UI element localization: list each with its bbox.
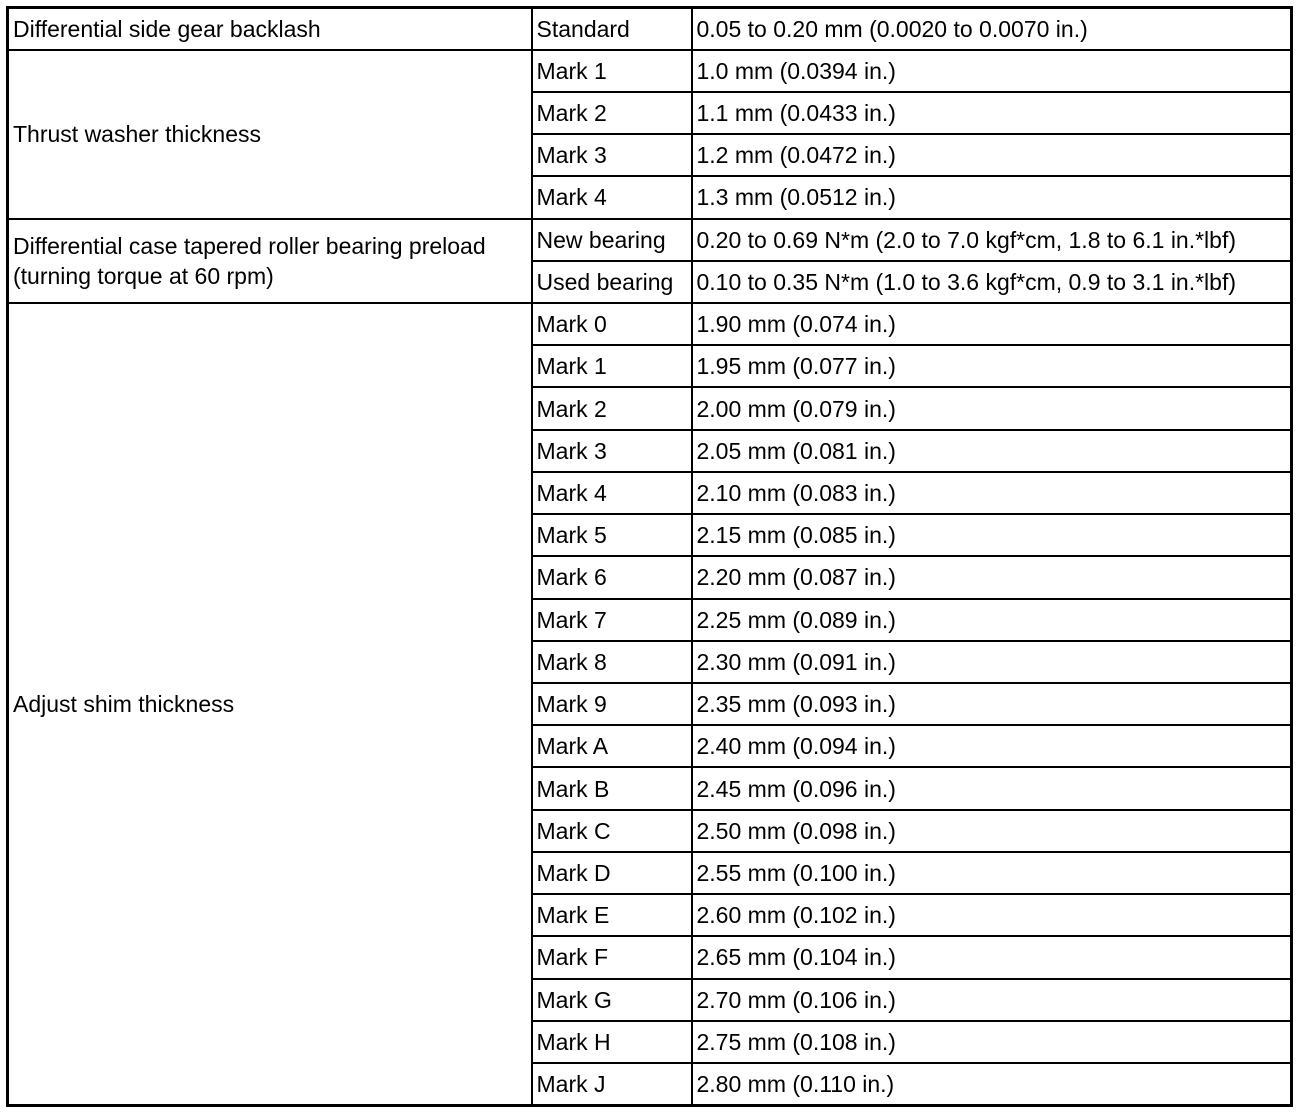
- value-cell: 0.20 to 0.69 N*m (2.0 to 7.0 kgf*cm, 1.8 to 6.1 in.*lbf): [692, 219, 1292, 261]
- value-cell: 1.90 mm (0.074 in.): [692, 303, 1292, 345]
- condition-cell: Mark 0: [532, 303, 692, 345]
- value-cell: 2.00 mm (0.079 in.): [692, 387, 1292, 429]
- value-cell: 2.10 mm (0.083 in.): [692, 472, 1292, 514]
- condition-cell: Mark 4: [532, 176, 692, 218]
- condition-cell: Mark 1: [532, 345, 692, 387]
- condition-cell: Mark E: [532, 894, 692, 936]
- item-label: Differential side gear backlash: [13, 15, 321, 42]
- value-cell: 2.20 mm (0.087 in.): [692, 556, 1292, 598]
- condition-cell: Used bearing: [532, 261, 692, 303]
- value-cell: 2.30 mm (0.091 in.): [692, 641, 1292, 683]
- value-cell: 2.05 mm (0.081 in.): [692, 430, 1292, 472]
- specification-table: [6, 6, 1293, 1107]
- condition-cell: Mark 4: [532, 472, 692, 514]
- item-cell: [8, 8, 532, 50]
- value-cell: 2.75 mm (0.108 in.): [692, 1021, 1292, 1063]
- value-cell: 0.05 to 0.20 mm (0.0020 to 0.0070 in.): [692, 8, 1292, 50]
- condition-cell: Mark 3: [532, 134, 692, 176]
- condition-cell: Mark 5: [532, 514, 692, 556]
- value-cell: 2.80 mm (0.110 in.): [692, 1063, 1292, 1106]
- table-row: [8, 303, 1292, 345]
- condition-cell: Mark D: [532, 852, 692, 894]
- value-cell: 1.1 mm (0.0433 in.): [692, 92, 1292, 134]
- value-cell: 1.3 mm (0.0512 in.): [692, 176, 1292, 218]
- table-row: [8, 50, 1292, 92]
- condition-cell: Standard: [532, 8, 692, 50]
- value-cell: 0.10 to 0.35 N*m (1.0 to 3.6 kgf*cm, 0.9 to 3.1 in.*lbf): [692, 261, 1292, 303]
- value-cell: 2.50 mm (0.098 in.): [692, 810, 1292, 852]
- value-cell: 2.40 mm (0.094 in.): [692, 725, 1292, 767]
- condition-cell: Mark J: [532, 1063, 692, 1106]
- condition-cell: New bearing: [532, 219, 692, 261]
- condition-cell: Mark 6: [532, 556, 692, 598]
- condition-cell: Mark 2: [532, 92, 692, 134]
- item-label: Differential case tapered roller bearing preload: [13, 232, 486, 259]
- condition-cell: Mark 7: [532, 599, 692, 641]
- condition-cell: Mark C: [532, 810, 692, 852]
- condition-cell: Mark 9: [532, 683, 692, 725]
- value-cell: 2.70 mm (0.106 in.): [692, 979, 1292, 1021]
- item-label: (turning torque at 60 rpm): [13, 262, 274, 289]
- condition-cell: Mark B: [532, 767, 692, 809]
- condition-cell: Mark 1: [532, 50, 692, 92]
- item-cell: [8, 303, 532, 1105]
- condition-cell: Mark 8: [532, 641, 692, 683]
- table-row: [8, 8, 1292, 50]
- value-cell: 2.15 mm (0.085 in.): [692, 514, 1292, 556]
- item-label: Thrust washer thickness: [13, 121, 261, 148]
- value-cell: 2.25 mm (0.089 in.): [692, 599, 1292, 641]
- table-row: [8, 219, 1292, 261]
- value-cell: 2.45 mm (0.096 in.): [692, 767, 1292, 809]
- condition-cell: Mark 2: [532, 387, 692, 429]
- specification-table-body: [8, 8, 1292, 1106]
- condition-cell: Mark H: [532, 1021, 692, 1063]
- value-cell: 2.55 mm (0.100 in.): [692, 852, 1292, 894]
- value-cell: 1.0 mm (0.0394 in.): [692, 50, 1292, 92]
- value-cell: 2.65 mm (0.104 in.): [692, 936, 1292, 978]
- value-cell: 1.95 mm (0.077 in.): [692, 345, 1292, 387]
- item-cell: [8, 219, 532, 303]
- item-cell: [8, 50, 532, 219]
- condition-cell: Mark G: [532, 979, 692, 1021]
- value-cell: 2.60 mm (0.102 in.): [692, 894, 1292, 936]
- condition-cell: Mark A: [532, 725, 692, 767]
- value-cell: 2.35 mm (0.093 in.): [692, 683, 1292, 725]
- item-label: Adjust shim thickness: [13, 691, 235, 718]
- condition-cell: Mark 3: [532, 430, 692, 472]
- value-cell: 1.2 mm (0.0472 in.): [692, 134, 1292, 176]
- condition-cell: Mark F: [532, 936, 692, 978]
